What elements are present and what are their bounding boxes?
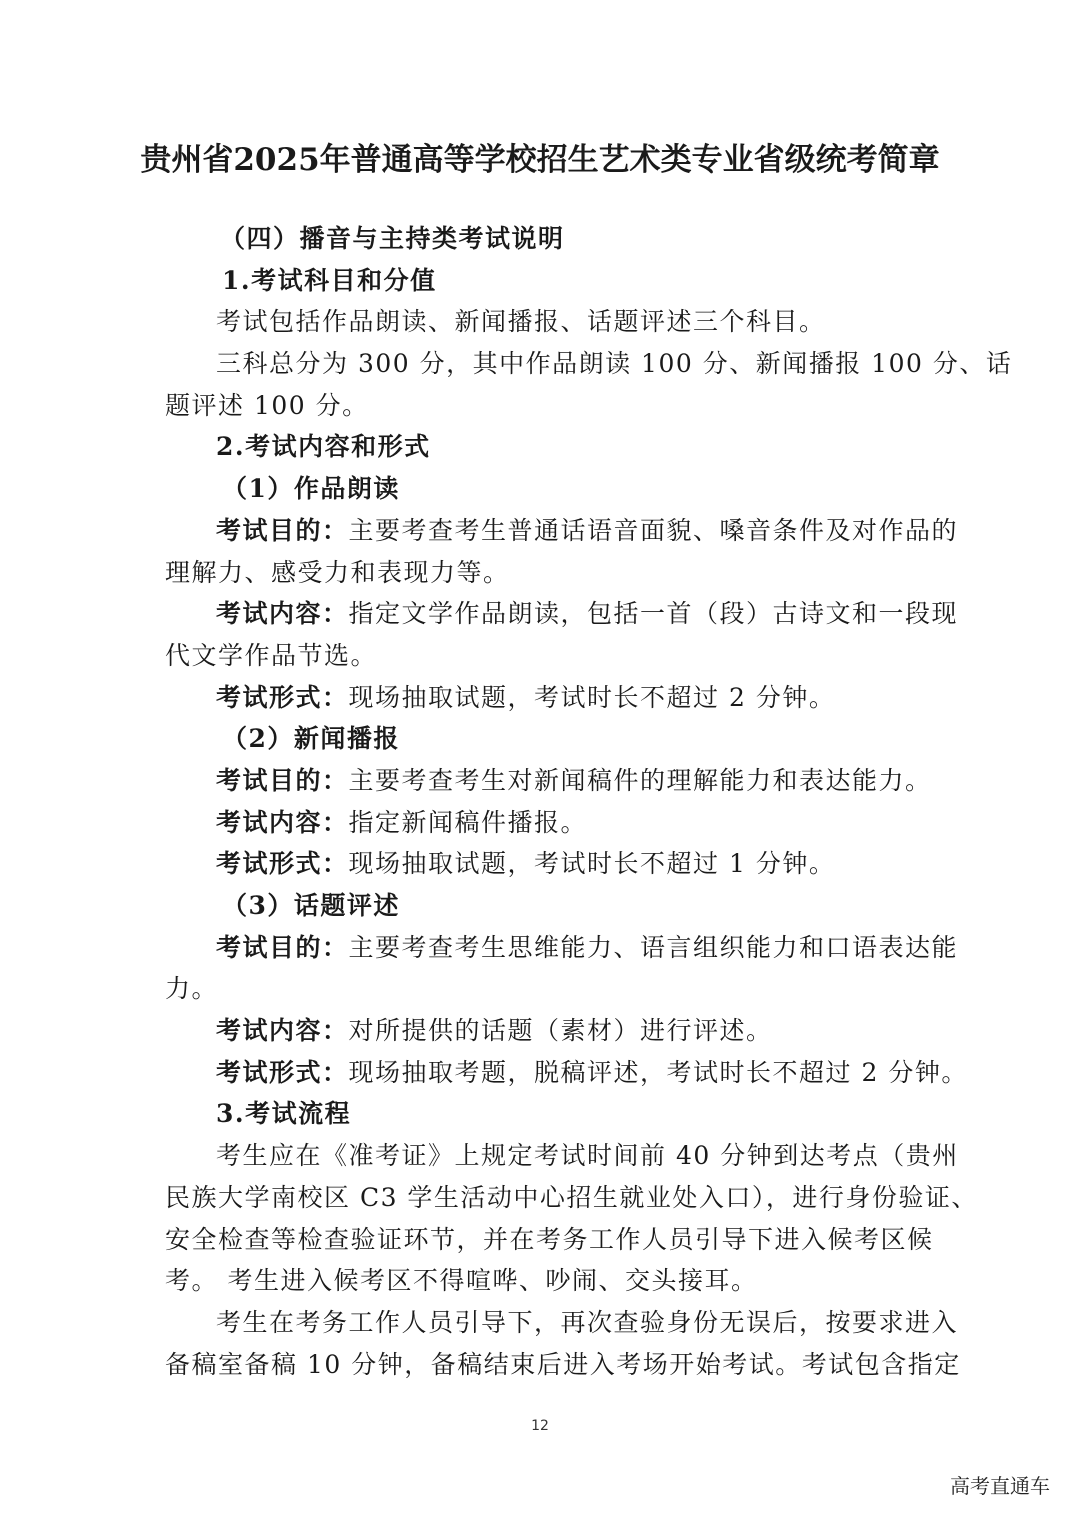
paragraph-line: 考。 考生进入候考区不得喧哗、吵闹、交头接耳。 (165, 1266, 758, 1296)
content-label: 考试内容： (216, 1016, 349, 1046)
sub-heading-topic: （3）话题评述 (222, 891, 400, 920)
paragraph-line: 三科总分为 300 分，其中作品朗读 100 分、新闻播报 100 分、话 (216, 349, 1013, 379)
sub-heading-reading: （1）作品朗读 (222, 474, 400, 504)
purpose-label: 考试目的： (216, 515, 349, 545)
paragraph-line: 代文学作品节选。 (165, 640, 378, 670)
form-text: 现场抽取试题，考试时长不超过 1 分钟。 (348, 849, 836, 879)
paragraph-line (165, 510, 959, 552)
form-label: 考试形式： (216, 849, 349, 879)
document-body (165, 218, 1013, 1385)
paragraph-line: 民族大学南校区 C3 学生活动中心招生就业处入口），进行身份验证、 (165, 1182, 978, 1212)
paragraph-line (165, 677, 917, 719)
paragraph-line: 题评述 100 分。 (165, 390, 369, 420)
content-text: 对所提供的话题（素材）进行评述。 (348, 1016, 773, 1046)
document-title: 贵州省2025年普通高等学校招生艺术类专业省级统考简章 (140, 142, 940, 178)
paragraph-line: 考生应在《准考证》上规定考试时间前 40 分钟到达考点（贵州 (216, 1141, 959, 1171)
content-label: 考试内容： (216, 599, 349, 629)
paragraph-line: 力。 (165, 974, 219, 1004)
watermark: 高考直通车 (950, 1474, 1050, 1498)
paragraph-line: 考生在考务工作人员引导下，再次查验身份无误后，按要求进入 (216, 1307, 959, 1337)
purpose-label: 考试目的： (216, 765, 349, 795)
content-text: 指定新闻稿件播报。 (348, 807, 588, 837)
paragraph-line: 理解力、感受力和表现力等。 (165, 557, 510, 587)
form-text: 现场抽取试题，考试时长不超过 2 分钟。 (348, 682, 836, 712)
purpose-text: 主要考查考生思维能力、语言组织能力和口语表达能 (348, 932, 959, 962)
page-number: 12 (531, 1418, 549, 1434)
form-label: 考试形式： (216, 1057, 349, 1087)
paragraph-line: 考试包括作品朗读、新闻播报、话题评述三个科目。 (216, 307, 826, 337)
paragraph-line (165, 593, 959, 635)
paragraph-line (165, 802, 917, 844)
content-heading: 2.考试内容和形式 (216, 432, 431, 462)
subject-heading: 1.考试科目和分值 (222, 265, 437, 295)
purpose-text: 主要考查考生对新闻稿件的理解能力和表达能力。 (348, 765, 932, 795)
paragraph-line (165, 927, 959, 969)
purpose-text: 主要考查考生普通话语音面貌、嗓音条件及对作品的 (348, 515, 959, 545)
sub-heading-news: （2）新闻播报 (222, 724, 400, 754)
content-label: 考试内容： (216, 807, 349, 837)
paragraph-line (165, 843, 917, 885)
paragraph-line (165, 760, 932, 802)
process-heading: 3.考试流程 (216, 1099, 352, 1129)
paragraph-line: 备稿室备稿 10 分钟，备稿结束后进入考场开始考试。考试包含指定 (165, 1349, 961, 1379)
paragraph-line: 安全检查等检查验证环节，并在考务工作人员引导下进入候考区候 (165, 1224, 934, 1254)
form-text: 现场抽取考题，脱稿评述，考试时长不超过 2 分钟。 (348, 1057, 968, 1087)
section-heading: （四）播音与主持类考试说明 (220, 224, 565, 253)
content-text: 指定文学作品朗读，包括一首（段）古诗文和一段现 (348, 599, 959, 629)
paragraph-line (165, 1052, 968, 1094)
form-label: 考试形式： (216, 682, 349, 712)
purpose-label: 考试目的： (216, 932, 349, 962)
paragraph-line (165, 1010, 917, 1052)
